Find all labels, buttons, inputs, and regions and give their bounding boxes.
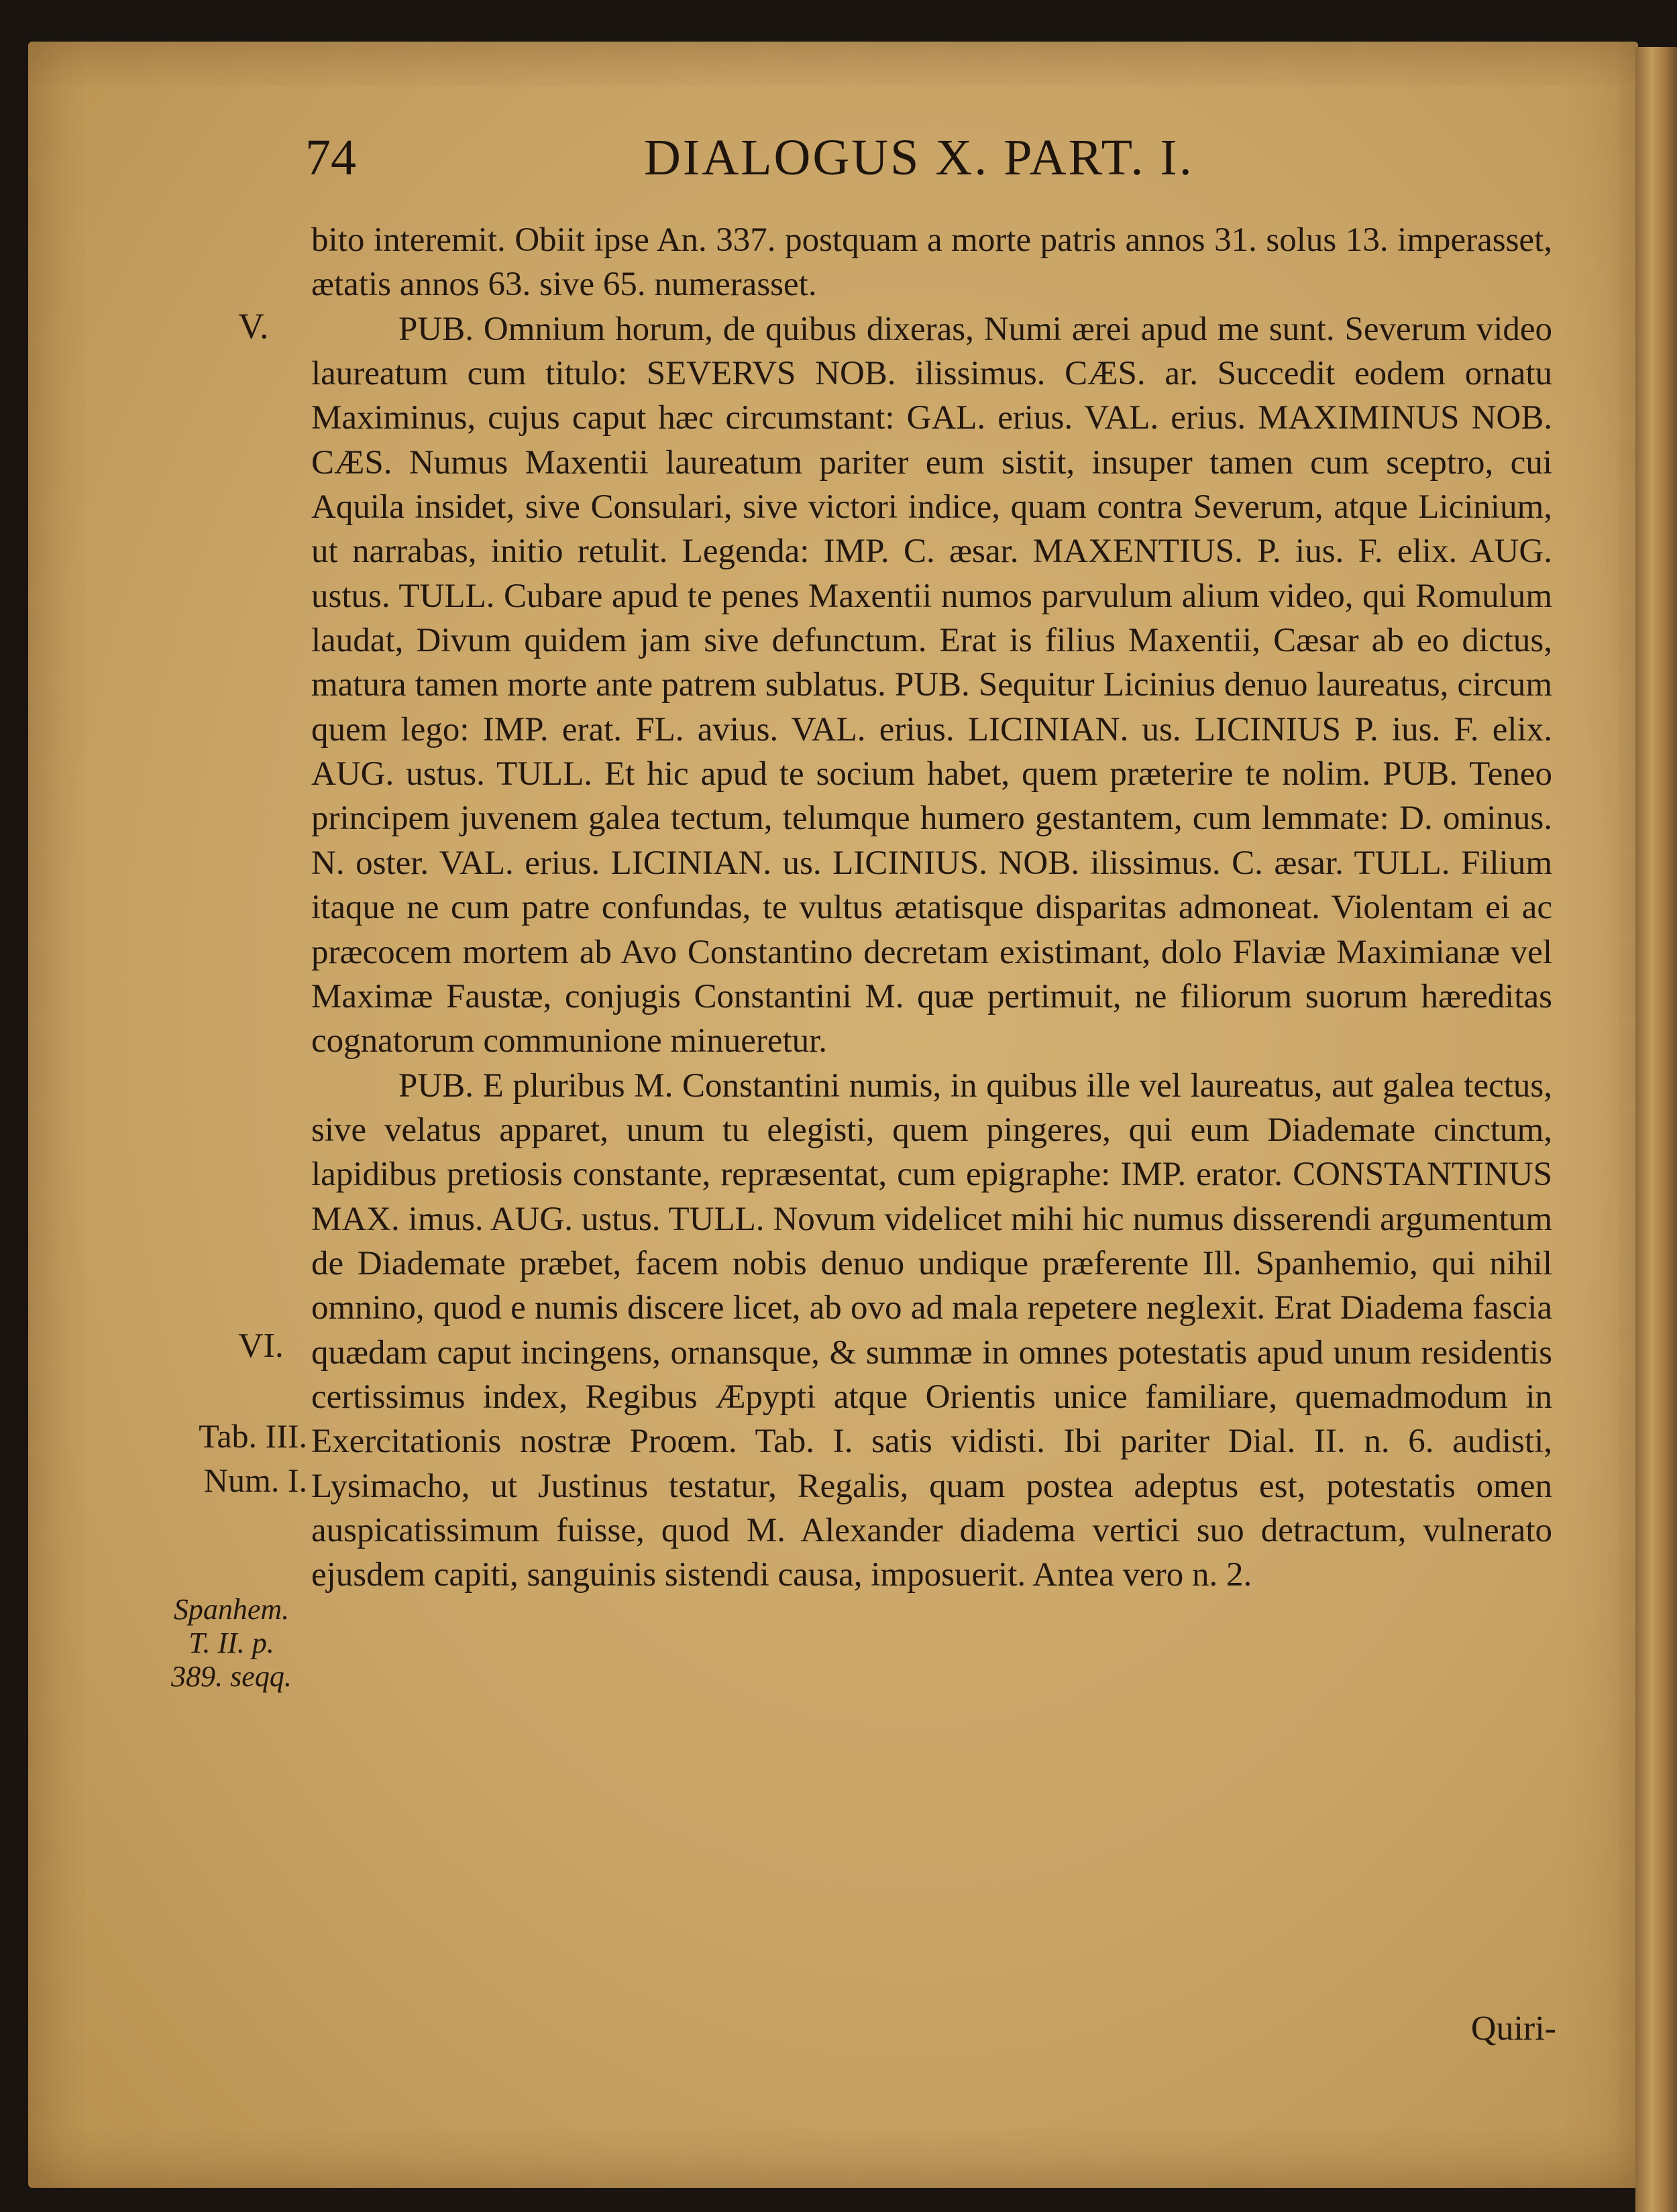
margin-num: Num. I. — [203, 1461, 307, 1499]
margin-section-vi: VI. — [238, 1327, 284, 1365]
margin-plate-reference — [166, 1414, 307, 1502]
margin-spanhem: Spanhem. — [173, 1593, 290, 1626]
margin-tab: Tab. III. — [199, 1417, 307, 1455]
page-number: 74 — [305, 129, 356, 186]
catchword: Quiri- — [1470, 2009, 1556, 2048]
paragraph-1: bito interemit. Obiit ipse An. 337. postquam a morte patris annos 31. solus 13. imperasset, ætatis annos 63. sive 65. numerasset. — [311, 221, 1552, 304]
running-title: DIALOGUS X. PART. I. — [644, 129, 1194, 186]
margin-spanhem-ref1: T. II. p. — [188, 1626, 274, 1659]
margin-section-v: V. — [238, 306, 269, 346]
paragraph-3: PUB. E pluribus M. Constantini numis, in quibus ille vel laureatus, aut galea tectus, sive velatus apparet, unum tu elegisti, quem pingeres, qui eum Diademate cinctum, lapidibus pretiosis constante, repræsentat, cum epigraphe: IMP. erator. CONSTANTINUS MAX. imus. AUG. ustus. TULL. Novum videlicet mihi hic numus disserendi argumentum de Diademate præbet, facem nobis denuo undique præferente Ill. Spanhemio, qui nihil omnino, quod e numis discere licet, ab ovo ad mala repetere neglexit. Erat Diadema fascia quædam caput incingens, ornansque, & summæ in omnes potestatis apud unum residentis certissimus index, Regibus Æpypti atque Orientis unice familiare, quemadmodum in Exercitationis nostræ Proœm. Tab. I. satis vidisti. Ibi pariter Dial. II. n. 6. audisti, Lysimacho, ut Justinus testatur, Regalis, quam postea adeptus est, potestatis omen auspicatissimum fuisse, quod M. Alexander diadema vertici suo detractum, vulnerato ejusdem capiti, sanguinis sistendi causa, imposuerit. Antea vero n. 2. — [311, 1066, 1552, 1594]
page-edge — [1635, 47, 1677, 2212]
paragraph-2: PUB. Omnium horum, de quibus dixeras, Numi ærei apud me sunt. Severum video laureatum cum titulo: SEVERVS NOB. ilissimus. CÆS. ar. Succedit eodem ornatu Maximinus, cujus caput hæc circumstant: GAL. erius. VAL. erius. MAXIMINUS NOB. CÆS. Numus Maxentii laureatum pariter eum sistit, insuper tamen cum sceptro, cui Aquila insidet, sive Consulari, sive victori indice, quam contra Severum, atque Licinium, ut narrabas, initio retulit. Legenda: IMP. C. æsar. MAXENTIUS. P. ius. F. elix. AUG. ustus. TULL. Cubare apud te penes Maxentii numos parvulum alium video, qui Romulum laudat, Divum quidem jam sive defunctum. Erat is filius Maxentii, Cæsar ab eo dictus, matura tamen morte ante patrem sublatus. PUB. Sequitur Licinius denuo laureatus, circum quem lego: IMP. erat. FL. avius. VAL. erius. LICINIAN. us. LICINIUS P. ius. F. elix. AUG. ustus. TULL. Et hic apud te socium habet, quem præterire te nolim. PUB. Teneo principem juvenem galea tectum, telumque humero gestantem, cum lemmate: D. ominus. N. oster. VAL. erius. LICINIAN. us. LICINIUS. NOB. ilissimus. C. æsar. TULL. Filium itaque ne cum patre confundas, te vultus ætatisque disparitas admoneat. Violentam ei ac præcocem mortem ab Avo Constantino decretam existimant, dolo Flaviæ Maximianæ vel Maximæ Faustæ, conjugis Constantini M. quæ pertimuit, ne filiorum suorum hæreditas cognatorum communione minueretur. — [311, 310, 1552, 1060]
main-text — [311, 218, 1552, 1598]
running-header — [0, 129, 1677, 196]
margin-spanheim-reference — [164, 1593, 299, 1694]
margin-spanhem-ref2: 389. seqq. — [171, 1660, 292, 1693]
